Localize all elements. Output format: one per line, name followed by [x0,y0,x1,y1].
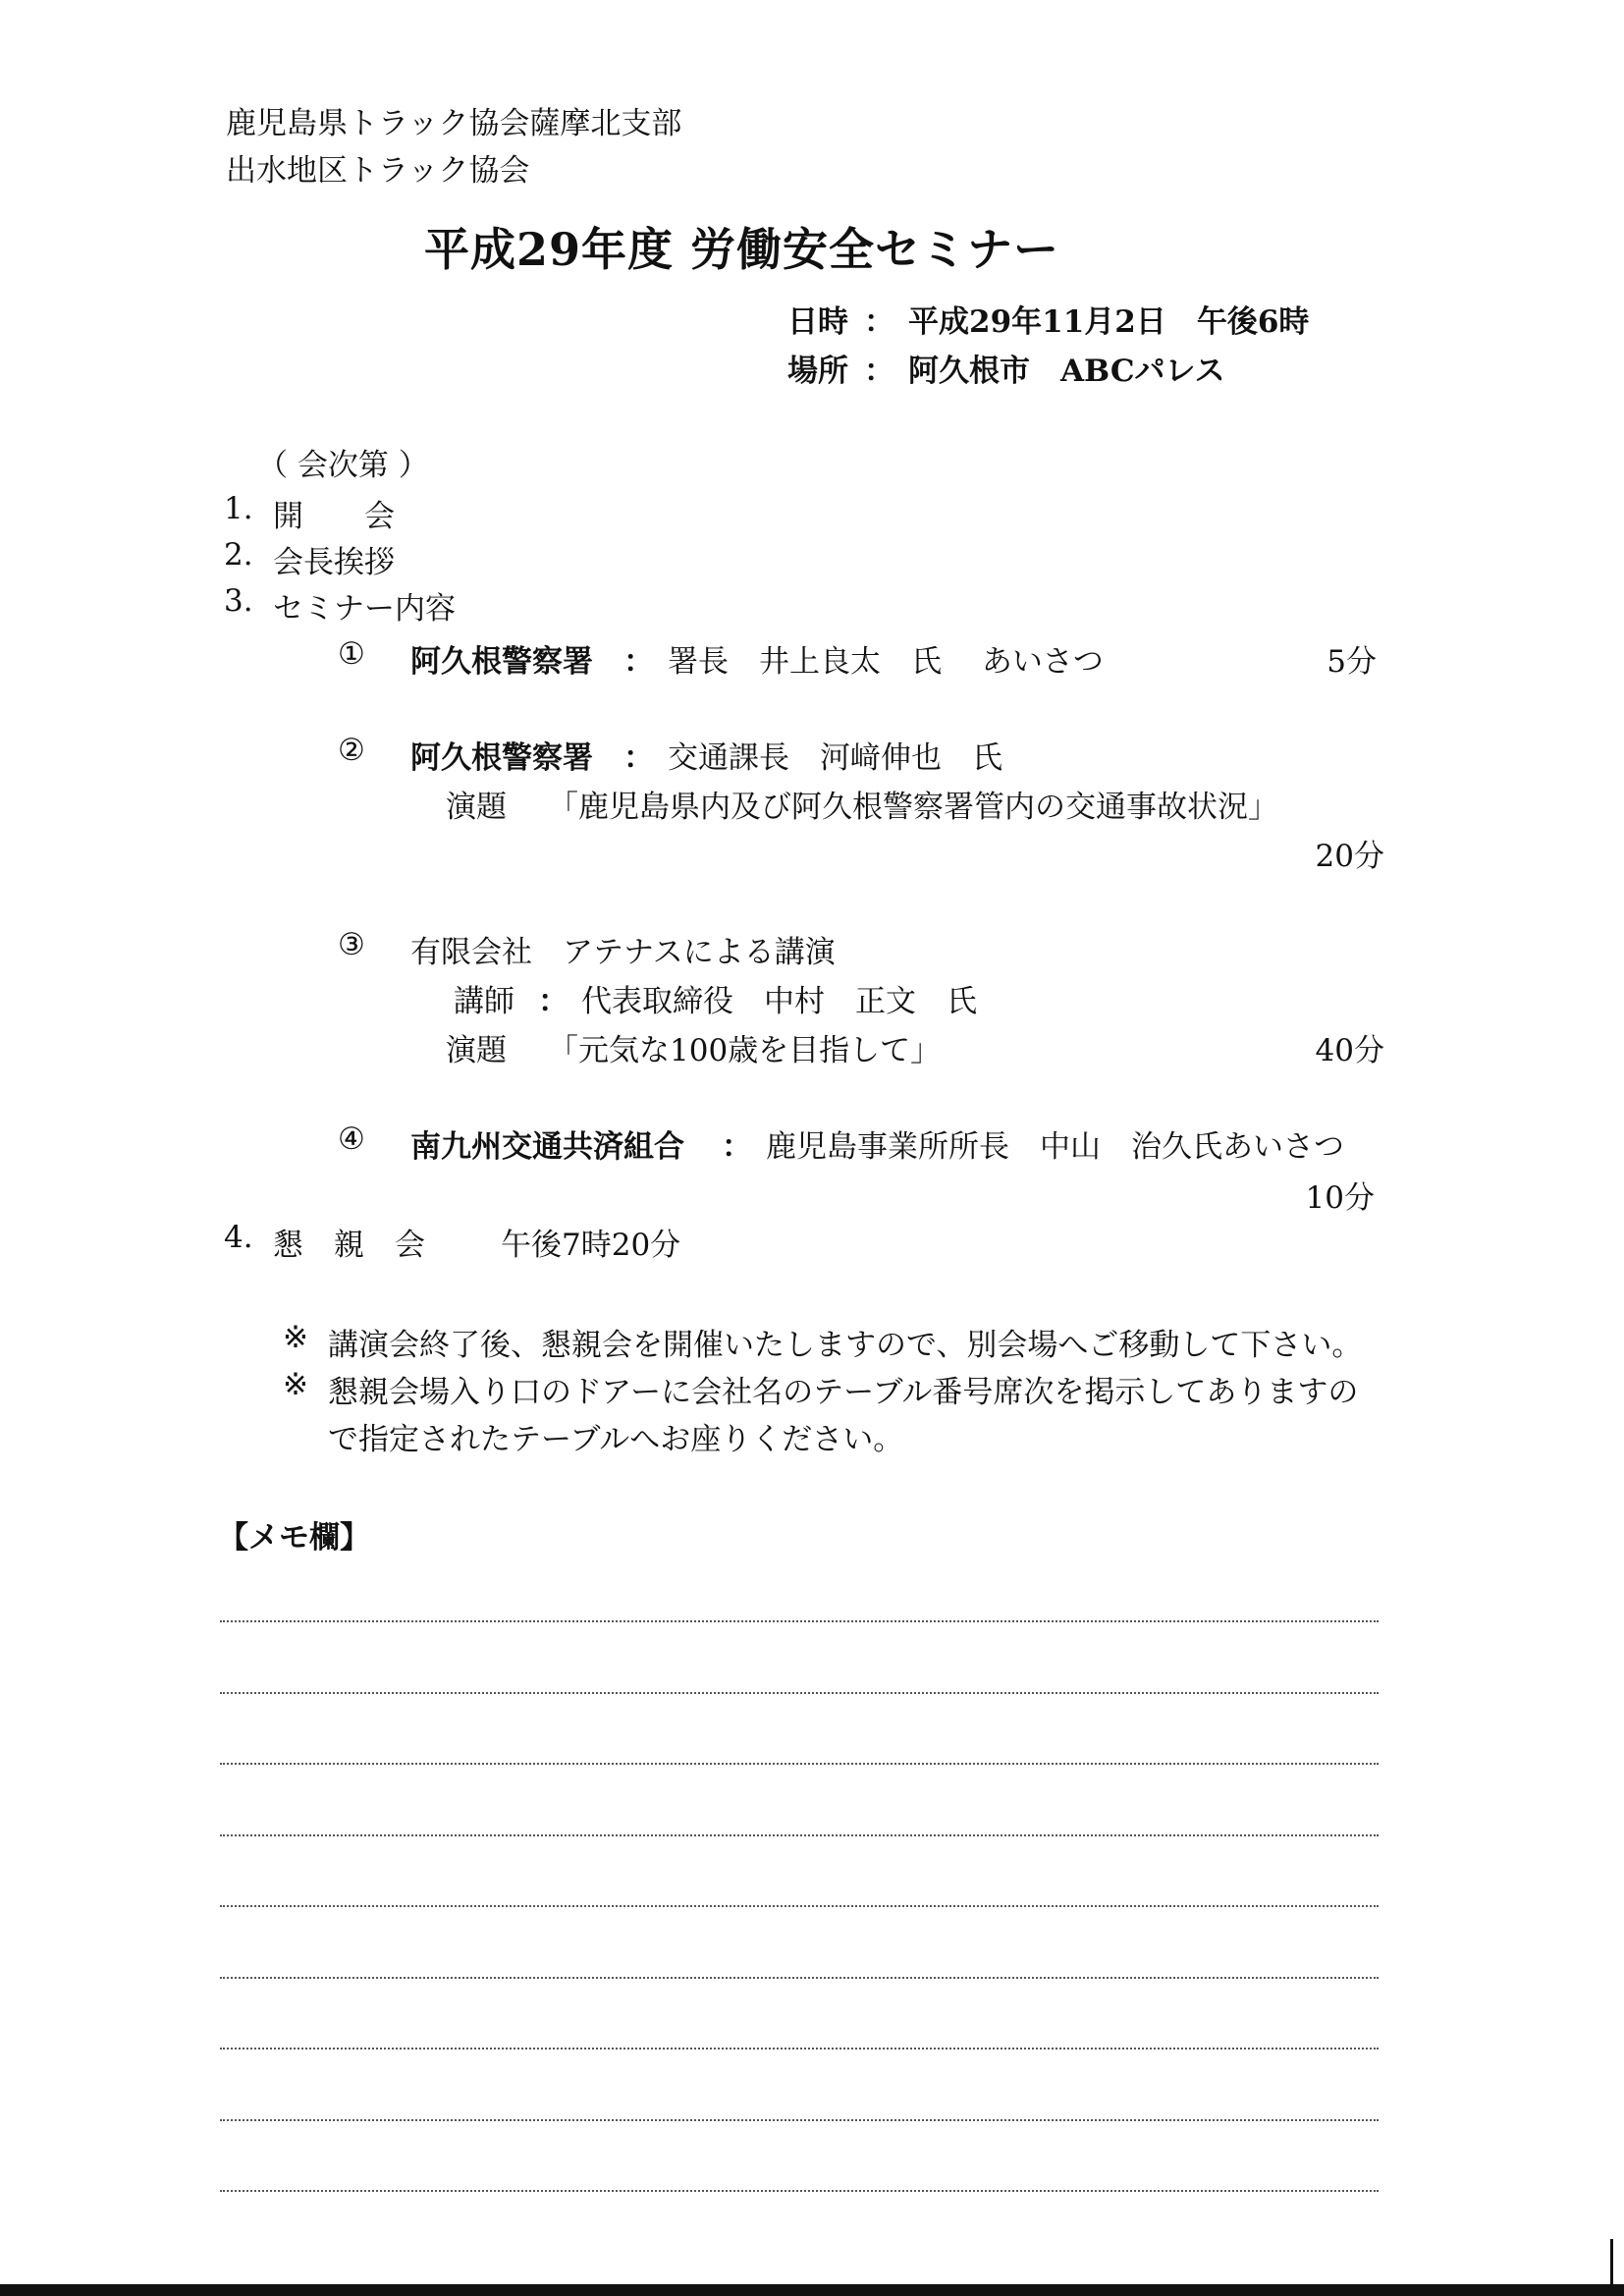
seminar-3-topic-label: 演題 [446,1033,507,1068]
seminar-2-detail: 交通課長 河﨑伸也 氏 [668,740,1002,776]
seminar-3-lecturer-colon: ： [538,984,568,1019]
memo-line [220,1977,1379,1979]
seminar-1-duration: 5分 [1326,644,1377,680]
org-name-line2: 出水地区トラック協会 [226,153,530,189]
place-colon: ： [864,354,894,389]
agenda-item-4-num: 4. [224,1220,253,1255]
agenda-item-2-label: 会長挨拶 [273,545,395,580]
agenda-item-2-num: 2. [224,537,253,573]
seminar-2-mark: ② [338,733,365,768]
seminar-4-colon: ： [722,1129,752,1165]
reception-time: 午後7時20分 [501,1228,681,1263]
org-name-line1: 鹿児島県トラック協会薩摩北支部 [226,106,682,141]
date-colon: ： [864,304,894,340]
agenda-item-1-label: 開 会 [273,499,395,534]
memo-heading: 【メモ欄】 [218,1520,370,1556]
date-value: 平成29年11月2日 午後6時 [908,304,1310,340]
memo-line [220,1692,1379,1694]
memo-line [220,2048,1379,2050]
agenda-item-1-num: 1. [224,491,253,526]
note-2-text-line2: で指定されたテーブルへお座りください。 [328,1422,904,1457]
seminar-2-duration: 20分 [1315,839,1384,874]
page-bottom-edge [0,2284,1624,2296]
agenda-heading: （ 会次第 ） [257,448,429,483]
seminar-4-mark: ④ [338,1121,365,1157]
agenda-item-3-label: セミナー内容 [273,591,456,627]
date-label: 日時 [787,304,848,340]
seminar-2-org: 阿久根警察署 [410,740,593,776]
seminar-4-detail: 鹿児島事業所所長 中山 治久氏あいさつ [766,1129,1344,1165]
memo-line [220,2190,1379,2192]
seminar-3-duration: 40分 [1315,1033,1384,1068]
place-value: 阿久根市 ABCパレス [908,354,1225,389]
seminar-4-org: 南九州交通共済組合 [410,1129,684,1165]
note-2-mark: ※ [283,1367,308,1402]
memo-line [220,2119,1379,2121]
agenda-item-3-num: 3. [224,583,253,619]
seminar-1-org: 阿久根警察署 [410,644,593,680]
memo-line [220,1763,1379,1765]
seminar-3-org: 有限会社 アテナスによる講演 [410,935,836,970]
memo-line [220,1905,1379,1907]
seminar-3-mark: ③ [338,927,365,962]
seminar-1-colon: ： [623,644,654,680]
note-2-text-line1: 懇親会場入り口のドアーに会社名のテーブル番号席次を掲示してありますの [328,1375,1359,1410]
seminar-2-topic-label: 演題 [446,790,507,825]
seminar-2-topic: 「鹿児島県内及び阿久根警察署管内の交通事故状況」 [548,790,1278,825]
page-title: 平成29年度 労働安全セミナー [424,223,1060,276]
note-1-mark: ※ [283,1320,308,1355]
seminar-1-mark: ① [338,636,365,672]
seminar-3-lecturer: 代表取締役 中村 正文 氏 [581,984,977,1019]
seminar-1-detail: 署長 井上良太 氏 あいさつ [668,644,1104,680]
agenda-item-4-label: 懇 親 会 [273,1228,425,1263]
note-1-text: 講演会終了後、懇親会を開催いたしますので、別会場へご移動して下さい。 [328,1328,1363,1363]
page-corner-mark [1610,2239,1613,2288]
seminar-3-lecturer-label: 講師 [454,984,514,1019]
seminar-4-duration: 10分 [1305,1180,1375,1216]
place-label: 場所 [787,354,848,389]
memo-line [220,1834,1379,1836]
seminar-2-colon: ： [623,740,654,776]
memo-line [220,1620,1379,1622]
seminar-3-topic: 「元気な100歳を目指して」 [548,1033,942,1068]
